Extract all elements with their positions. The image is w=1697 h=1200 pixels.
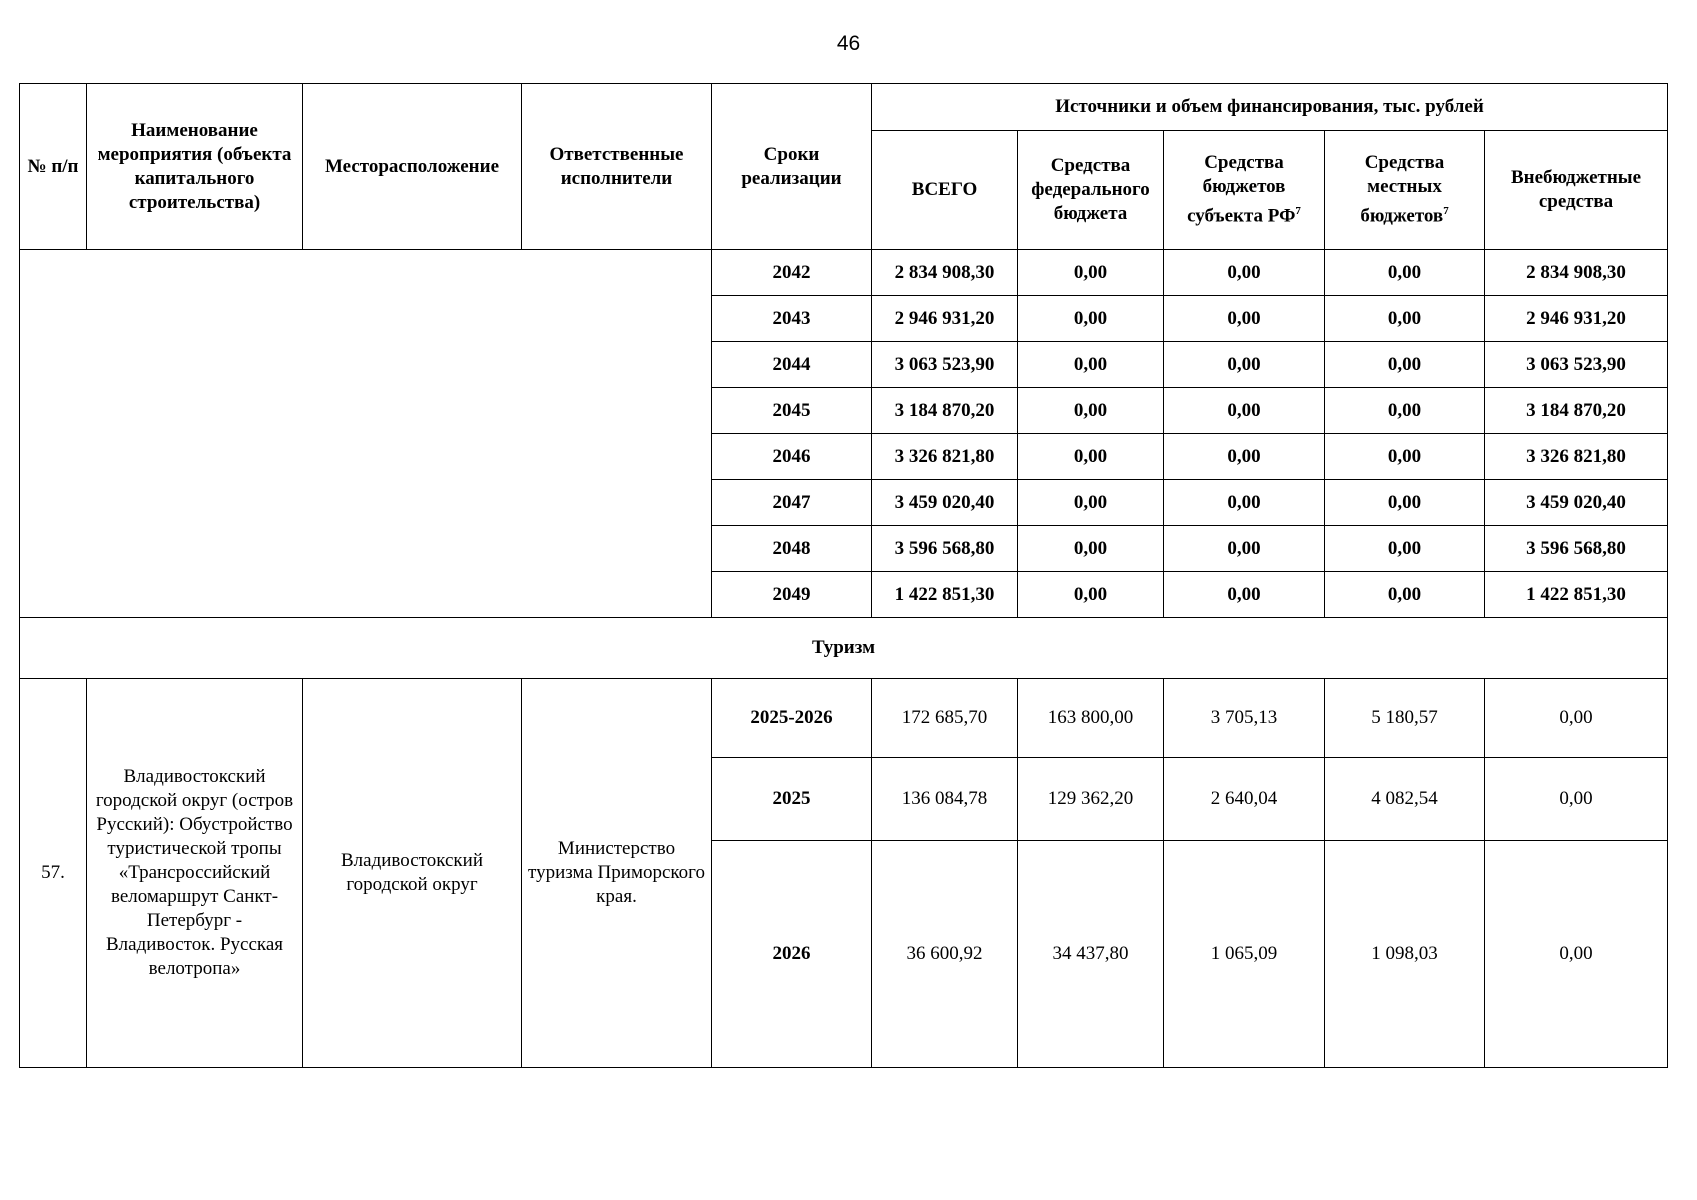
cell-offbudget: 3 459 020,40 (1485, 480, 1668, 526)
cell-federal: 0,00 (1018, 342, 1164, 388)
header-federal: Средства федерального бюджета (1018, 131, 1164, 250)
cell-federal: 0,00 (1018, 480, 1164, 526)
cell-local: 0,00 (1325, 296, 1485, 342)
cell-total: 2 834 908,30 (872, 250, 1018, 296)
cell-regional: 0,00 (1164, 342, 1325, 388)
cell-regional: 0,00 (1164, 480, 1325, 526)
header-name: Наименование мероприятия (объекта капитального строительства) (87, 84, 303, 250)
cell-local: 0,00 (1325, 342, 1485, 388)
item57-local: 1 098,03 (1325, 841, 1485, 1068)
cell-regional: 0,00 (1164, 296, 1325, 342)
item57-regional: 2 640,04 (1164, 758, 1325, 841)
cell-offbudget: 2 834 908,30 (1485, 250, 1668, 296)
cell-federal: 0,00 (1018, 434, 1164, 480)
item57-federal: 129 362,20 (1018, 758, 1164, 841)
continuation-rows (20, 250, 1668, 618)
header-period: Сроки реализации (712, 84, 872, 250)
header-no: № п/п (20, 84, 87, 250)
cell-total: 3 459 020,40 (872, 480, 1018, 526)
cell-total: 3 184 870,20 (872, 388, 1018, 434)
cell-offbudget: 3 063 523,90 (1485, 342, 1668, 388)
cell-total: 2 946 931,20 (872, 296, 1018, 342)
cell-total: 3 063 523,90 (872, 342, 1018, 388)
header-offbudget: Внебюджетные средства (1485, 131, 1668, 250)
cell-total: 3 596 568,80 (872, 526, 1018, 572)
item57-regional: 1 065,09 (1164, 841, 1325, 1068)
cell-total: 1 422 851,30 (872, 572, 1018, 618)
header-local-label: Средства местных бюджетов (1360, 152, 1445, 227)
cell-local: 0,00 (1325, 250, 1485, 296)
header-total: ВСЕГО (872, 131, 1018, 250)
item57-federal: 163 800,00 (1018, 679, 1164, 758)
funding-table (19, 83, 1668, 1068)
cell-local: 0,00 (1325, 526, 1485, 572)
header-funding-group: Источники и объем финансирования, тыс. рублей (872, 84, 1668, 131)
header-local (1325, 131, 1485, 250)
cell-year: 2044 (712, 342, 872, 388)
item57-total: 136 084,78 (872, 758, 1018, 841)
cell-offbudget: 3 326 821,80 (1485, 434, 1668, 480)
item57-federal: 34 437,80 (1018, 841, 1164, 1068)
cell-federal: 0,00 (1018, 526, 1164, 572)
cell-year: 2046 (712, 434, 872, 480)
cell-regional: 0,00 (1164, 434, 1325, 480)
cell-year: 2048 (712, 526, 872, 572)
item57-offbudget: 0,00 (1485, 841, 1668, 1068)
item57-responsible: Министерство туризма Приморского края. (522, 679, 712, 1068)
cell-local: 0,00 (1325, 434, 1485, 480)
header-local-footnote: 7 (1443, 205, 1449, 218)
cell-local: 0,00 (1325, 572, 1485, 618)
cell-federal: 0,00 (1018, 250, 1164, 296)
item57-name: Владивостокский городской округ (остров Русский): Обустройство туристической тропы «Трансроссийский веломаршрут Санкт-Петербург - Владивосток. Русская велотропа» (87, 679, 303, 1068)
cell-year: 2045 (712, 388, 872, 434)
item57-row-0 (20, 679, 1668, 758)
item57-offbudget: 0,00 (1485, 758, 1668, 841)
cell-local: 0,00 (1325, 480, 1485, 526)
header-regional-footnote: 7 (1295, 205, 1301, 218)
cell-federal: 0,00 (1018, 388, 1164, 434)
item57-location: Владивостокский городской округ (303, 679, 522, 1068)
header-location: Месторасположение (303, 84, 522, 250)
cell-regional: 0,00 (1164, 250, 1325, 296)
section-row (20, 618, 1668, 679)
header-regional-label: Средства бюджетов субъекта РФ (1187, 152, 1296, 227)
page-number: 46 (836, 32, 861, 55)
cell-offbudget: 1 422 851,30 (1485, 572, 1668, 618)
cell-federal: 0,00 (1018, 572, 1164, 618)
cell-year: 2042 (712, 250, 872, 296)
blank-merged-cell (20, 250, 712, 618)
header-responsible: Ответственные исполнители (522, 84, 712, 250)
item57-period: 2026 (712, 841, 872, 1068)
cell-regional: 0,00 (1164, 572, 1325, 618)
header-row-1 (20, 84, 1668, 131)
item57-period: 2025-2026 (712, 679, 872, 758)
item57-total: 172 685,70 (872, 679, 1018, 758)
cell-year: 2047 (712, 480, 872, 526)
table-row (20, 250, 1668, 296)
cell-local: 0,00 (1325, 388, 1485, 434)
item57-total: 36 600,92 (872, 841, 1018, 1068)
cell-year: 2049 (712, 572, 872, 618)
item57-local: 4 082,54 (1325, 758, 1485, 841)
cell-offbudget: 3 184 870,20 (1485, 388, 1668, 434)
cell-offbudget: 3 596 568,80 (1485, 526, 1668, 572)
header-regional (1164, 131, 1325, 250)
cell-offbudget: 2 946 931,20 (1485, 296, 1668, 342)
item57-regional: 3 705,13 (1164, 679, 1325, 758)
cell-regional: 0,00 (1164, 388, 1325, 434)
item57-index: 57. (20, 679, 87, 1068)
cell-regional: 0,00 (1164, 526, 1325, 572)
cell-year: 2043 (712, 296, 872, 342)
section-title: Туризм (20, 618, 1668, 679)
item57-period: 2025 (712, 758, 872, 841)
item57-local: 5 180,57 (1325, 679, 1485, 758)
cell-total: 3 326 821,80 (872, 434, 1018, 480)
item57-offbudget: 0,00 (1485, 679, 1668, 758)
cell-federal: 0,00 (1018, 296, 1164, 342)
